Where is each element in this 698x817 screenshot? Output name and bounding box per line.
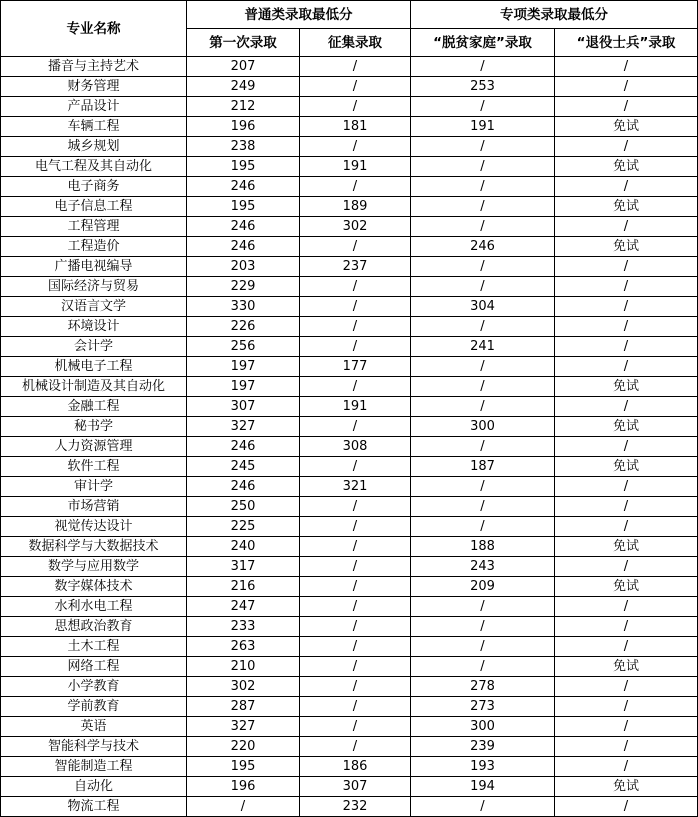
- table-row: [1, 117, 698, 137]
- major-name-cell: 审计学: [1, 477, 187, 497]
- table-row: [1, 237, 698, 257]
- first-round-score-cell: 195: [187, 757, 300, 777]
- poverty-family-score-cell: 304: [411, 297, 555, 317]
- supplementary-score-cell: /: [300, 597, 411, 617]
- major-name-cell: 国际经济与贸易: [1, 277, 187, 297]
- poverty-family-score-cell: /: [411, 637, 555, 657]
- veteran-score-cell: /: [555, 297, 698, 317]
- major-name-cell: 会计学: [1, 337, 187, 357]
- table-row: [1, 797, 698, 817]
- table-row: [1, 257, 698, 277]
- major-name-cell: 工程管理: [1, 217, 187, 237]
- table-row: [1, 537, 698, 557]
- major-name-cell: 小学教育: [1, 677, 187, 697]
- first-round-score-cell: 207: [187, 57, 300, 77]
- veteran-score-cell: 免试: [555, 577, 698, 597]
- supplementary-score-cell: /: [300, 137, 411, 157]
- table-row: [1, 677, 698, 697]
- first-round-score-cell: 229: [187, 277, 300, 297]
- veteran-score-cell: 免试: [555, 777, 698, 797]
- major-name-cell: 智能制造工程: [1, 757, 187, 777]
- veteran-score-cell: /: [555, 97, 698, 117]
- first-round-score-cell: 245: [187, 457, 300, 477]
- first-round-score-cell: 233: [187, 617, 300, 637]
- major-name-cell: 播音与主持艺术: [1, 57, 187, 77]
- veteran-score-cell: /: [555, 497, 698, 517]
- supplementary-score-cell: /: [300, 557, 411, 577]
- veteran-score-cell: /: [555, 177, 698, 197]
- poverty-family-score-cell: 273: [411, 697, 555, 717]
- poverty-family-score-cell: 243: [411, 557, 555, 577]
- table-header: [1, 1, 698, 57]
- supplementary-score-cell: 186: [300, 757, 411, 777]
- supplementary-score-cell: /: [300, 717, 411, 737]
- veteran-score-cell: 免试: [555, 657, 698, 677]
- poverty-family-score-cell: 239: [411, 737, 555, 757]
- veteran-score-cell: 免试: [555, 237, 698, 257]
- major-name-cell: 金融工程: [1, 397, 187, 417]
- first-round-score-cell: 246: [187, 217, 300, 237]
- table-row: [1, 137, 698, 157]
- supplementary-score-cell: 191: [300, 157, 411, 177]
- veteran-score-cell: 免试: [555, 377, 698, 397]
- veteran-score-cell: /: [555, 277, 698, 297]
- header-first-round: 第一次录取: [187, 29, 300, 57]
- first-round-score-cell: 238: [187, 137, 300, 157]
- table-row: [1, 557, 698, 577]
- poverty-family-score-cell: /: [411, 277, 555, 297]
- supplementary-score-cell: /: [300, 57, 411, 77]
- poverty-family-score-cell: 246: [411, 237, 555, 257]
- major-name-cell: 工程造价: [1, 237, 187, 257]
- major-name-cell: 人力资源管理: [1, 437, 187, 457]
- supplementary-score-cell: /: [300, 97, 411, 117]
- supplementary-score-cell: /: [300, 237, 411, 257]
- first-round-score-cell: 195: [187, 157, 300, 177]
- poverty-family-score-cell: /: [411, 197, 555, 217]
- major-name-cell: 车辆工程: [1, 117, 187, 137]
- major-name-cell: 数学与应用数学: [1, 557, 187, 577]
- major-name-cell: 水利水电工程: [1, 597, 187, 617]
- veteran-score-cell: /: [555, 397, 698, 417]
- first-round-score-cell: 330: [187, 297, 300, 317]
- table-row: [1, 157, 698, 177]
- veteran-score-cell: /: [555, 677, 698, 697]
- major-name-cell: 市场营销: [1, 497, 187, 517]
- first-round-score-cell: /: [187, 797, 300, 817]
- supplementary-score-cell: 181: [300, 117, 411, 137]
- poverty-family-score-cell: 278: [411, 677, 555, 697]
- major-name-cell: 汉语言文学: [1, 297, 187, 317]
- major-name-cell: 环境设计: [1, 317, 187, 337]
- supplementary-score-cell: /: [300, 457, 411, 477]
- supplementary-score-cell: 232: [300, 797, 411, 817]
- supplementary-score-cell: /: [300, 697, 411, 717]
- first-round-score-cell: 327: [187, 717, 300, 737]
- veteran-score-cell: /: [555, 797, 698, 817]
- first-round-score-cell: 203: [187, 257, 300, 277]
- table-row: [1, 457, 698, 477]
- first-round-score-cell: 226: [187, 317, 300, 337]
- veteran-score-cell: /: [555, 257, 698, 277]
- major-name-cell: 广播电视编导: [1, 257, 187, 277]
- poverty-family-score-cell: /: [411, 177, 555, 197]
- veteran-score-cell: /: [555, 57, 698, 77]
- veteran-score-cell: /: [555, 77, 698, 97]
- supplementary-score-cell: /: [300, 517, 411, 537]
- first-round-score-cell: 196: [187, 777, 300, 797]
- first-round-score-cell: 307: [187, 397, 300, 417]
- major-name-cell: 土木工程: [1, 637, 187, 657]
- table-row: [1, 57, 698, 77]
- supplementary-score-cell: 302: [300, 217, 411, 237]
- veteran-score-cell: /: [555, 477, 698, 497]
- supplementary-score-cell: /: [300, 637, 411, 657]
- table-row: [1, 617, 698, 637]
- first-round-score-cell: 302: [187, 677, 300, 697]
- veteran-score-cell: /: [555, 437, 698, 457]
- veteran-score-cell: /: [555, 217, 698, 237]
- supplementary-score-cell: /: [300, 277, 411, 297]
- major-name-cell: 秘书学: [1, 417, 187, 437]
- poverty-family-score-cell: 188: [411, 537, 555, 557]
- major-name-cell: 机械电子工程: [1, 357, 187, 377]
- supplementary-score-cell: /: [300, 377, 411, 397]
- major-name-cell: 财务管理: [1, 77, 187, 97]
- first-round-score-cell: 327: [187, 417, 300, 437]
- supplementary-score-cell: /: [300, 177, 411, 197]
- first-round-score-cell: 197: [187, 357, 300, 377]
- veteran-score-cell: 免试: [555, 457, 698, 477]
- veteran-score-cell: /: [555, 137, 698, 157]
- poverty-family-score-cell: /: [411, 137, 555, 157]
- table-row: [1, 217, 698, 237]
- table-row: [1, 397, 698, 417]
- first-round-score-cell: 216: [187, 577, 300, 597]
- table-row: [1, 277, 698, 297]
- table-row: [1, 597, 698, 617]
- veteran-score-cell: /: [555, 337, 698, 357]
- table-row: [1, 497, 698, 517]
- poverty-family-score-cell: /: [411, 57, 555, 77]
- poverty-family-score-cell: /: [411, 617, 555, 637]
- poverty-family-score-cell: /: [411, 497, 555, 517]
- poverty-family-score-cell: /: [411, 257, 555, 277]
- poverty-family-score-cell: /: [411, 517, 555, 537]
- poverty-family-score-cell: /: [411, 357, 555, 377]
- header-row-groups: [1, 1, 698, 29]
- table-body: [1, 57, 698, 817]
- poverty-family-score-cell: /: [411, 317, 555, 337]
- veteran-score-cell: 免试: [555, 417, 698, 437]
- table-row: [1, 637, 698, 657]
- veteran-score-cell: /: [555, 557, 698, 577]
- veteran-score-cell: 免试: [555, 197, 698, 217]
- first-round-score-cell: 197: [187, 377, 300, 397]
- major-name-cell: 机械设计制造及其自动化: [1, 377, 187, 397]
- major-name-cell: 自动化: [1, 777, 187, 797]
- table-row: [1, 417, 698, 437]
- supplementary-score-cell: /: [300, 317, 411, 337]
- supplementary-score-cell: 307: [300, 777, 411, 797]
- table-row: [1, 77, 698, 97]
- first-round-score-cell: 317: [187, 557, 300, 577]
- veteran-score-cell: /: [555, 637, 698, 657]
- veteran-score-cell: /: [555, 317, 698, 337]
- table-row: [1, 657, 698, 677]
- poverty-family-score-cell: 187: [411, 457, 555, 477]
- poverty-family-score-cell: 241: [411, 337, 555, 357]
- supplementary-score-cell: 308: [300, 437, 411, 457]
- poverty-family-score-cell: /: [411, 397, 555, 417]
- table-row: [1, 297, 698, 317]
- supplementary-score-cell: 191: [300, 397, 411, 417]
- first-round-score-cell: 195: [187, 197, 300, 217]
- major-name-cell: 电子信息工程: [1, 197, 187, 217]
- major-name-cell: 电子商务: [1, 177, 187, 197]
- major-name-cell: 英语: [1, 717, 187, 737]
- supplementary-score-cell: 189: [300, 197, 411, 217]
- table-row: [1, 317, 698, 337]
- supplementary-score-cell: /: [300, 657, 411, 677]
- major-name-cell: 数字媒体技术: [1, 577, 187, 597]
- first-round-score-cell: 287: [187, 697, 300, 717]
- supplementary-score-cell: 237: [300, 257, 411, 277]
- poverty-family-score-cell: /: [411, 597, 555, 617]
- table-row: [1, 697, 698, 717]
- table-row: [1, 337, 698, 357]
- first-round-score-cell: 212: [187, 97, 300, 117]
- first-round-score-cell: 246: [187, 477, 300, 497]
- veteran-score-cell: /: [555, 717, 698, 737]
- first-round-score-cell: 246: [187, 437, 300, 457]
- major-name-cell: 智能科学与技术: [1, 737, 187, 757]
- first-round-score-cell: 196: [187, 117, 300, 137]
- major-name-cell: 物流工程: [1, 797, 187, 817]
- supplementary-score-cell: /: [300, 77, 411, 97]
- veteran-score-cell: /: [555, 697, 698, 717]
- veteran-score-cell: /: [555, 617, 698, 637]
- table-row: [1, 97, 698, 117]
- poverty-family-score-cell: /: [411, 157, 555, 177]
- poverty-family-score-cell: /: [411, 97, 555, 117]
- veteran-score-cell: 免试: [555, 117, 698, 137]
- major-name-cell: 网络工程: [1, 657, 187, 677]
- table-row: [1, 517, 698, 537]
- veteran-score-cell: /: [555, 737, 698, 757]
- first-round-score-cell: 247: [187, 597, 300, 617]
- poverty-family-score-cell: 191: [411, 117, 555, 137]
- poverty-family-score-cell: 193: [411, 757, 555, 777]
- first-round-score-cell: 240: [187, 537, 300, 557]
- poverty-family-score-cell: /: [411, 477, 555, 497]
- header-general-group: 普通类录取最低分: [187, 1, 411, 29]
- table-row: [1, 777, 698, 797]
- poverty-family-score-cell: /: [411, 217, 555, 237]
- major-name-cell: 学前教育: [1, 697, 187, 717]
- supplementary-score-cell: /: [300, 417, 411, 437]
- first-round-score-cell: 263: [187, 637, 300, 657]
- poverty-family-score-cell: 209: [411, 577, 555, 597]
- supplementary-score-cell: 321: [300, 477, 411, 497]
- table-row: [1, 437, 698, 457]
- table-row: [1, 577, 698, 597]
- poverty-family-score-cell: 300: [411, 717, 555, 737]
- major-name-cell: 城乡规划: [1, 137, 187, 157]
- header-major: 专业名称: [1, 1, 187, 57]
- major-name-cell: 数据科学与大数据技术: [1, 537, 187, 557]
- major-name-cell: 软件工程: [1, 457, 187, 477]
- table-row: [1, 377, 698, 397]
- major-name-cell: 视觉传达设计: [1, 517, 187, 537]
- poverty-family-score-cell: /: [411, 377, 555, 397]
- header-supplementary: 征集录取: [300, 29, 411, 57]
- table-row: [1, 177, 698, 197]
- major-name-cell: 产品设计: [1, 97, 187, 117]
- poverty-family-score-cell: /: [411, 437, 555, 457]
- supplementary-score-cell: /: [300, 737, 411, 757]
- table-row: [1, 197, 698, 217]
- major-name-cell: 电气工程及其自动化: [1, 157, 187, 177]
- supplementary-score-cell: /: [300, 497, 411, 517]
- header-veteran: “退役士兵”录取: [555, 29, 698, 57]
- header-poverty-family: “脱贫家庭”录取: [411, 29, 555, 57]
- poverty-family-score-cell: /: [411, 657, 555, 677]
- veteran-score-cell: /: [555, 517, 698, 537]
- supplementary-score-cell: 177: [300, 357, 411, 377]
- table-row: [1, 477, 698, 497]
- first-round-score-cell: 250: [187, 497, 300, 517]
- first-round-score-cell: 210: [187, 657, 300, 677]
- table-row: [1, 757, 698, 777]
- header-special-group: 专项类录取最低分: [411, 1, 698, 29]
- supplementary-score-cell: /: [300, 677, 411, 697]
- first-round-score-cell: 249: [187, 77, 300, 97]
- first-round-score-cell: 220: [187, 737, 300, 757]
- poverty-family-score-cell: /: [411, 797, 555, 817]
- veteran-score-cell: /: [555, 757, 698, 777]
- first-round-score-cell: 246: [187, 177, 300, 197]
- veteran-score-cell: 免试: [555, 537, 698, 557]
- supplementary-score-cell: /: [300, 537, 411, 557]
- supplementary-score-cell: /: [300, 337, 411, 357]
- supplementary-score-cell: /: [300, 297, 411, 317]
- veteran-score-cell: /: [555, 597, 698, 617]
- major-name-cell: 思想政治教育: [1, 617, 187, 637]
- veteran-score-cell: /: [555, 357, 698, 377]
- first-round-score-cell: 225: [187, 517, 300, 537]
- poverty-family-score-cell: 253: [411, 77, 555, 97]
- table-row: [1, 357, 698, 377]
- table-row: [1, 717, 698, 737]
- first-round-score-cell: 246: [187, 237, 300, 257]
- first-round-score-cell: 256: [187, 337, 300, 357]
- supplementary-score-cell: /: [300, 617, 411, 637]
- table-row: [1, 737, 698, 757]
- supplementary-score-cell: /: [300, 577, 411, 597]
- poverty-family-score-cell: 194: [411, 777, 555, 797]
- poverty-family-score-cell: 300: [411, 417, 555, 437]
- veteran-score-cell: 免试: [555, 157, 698, 177]
